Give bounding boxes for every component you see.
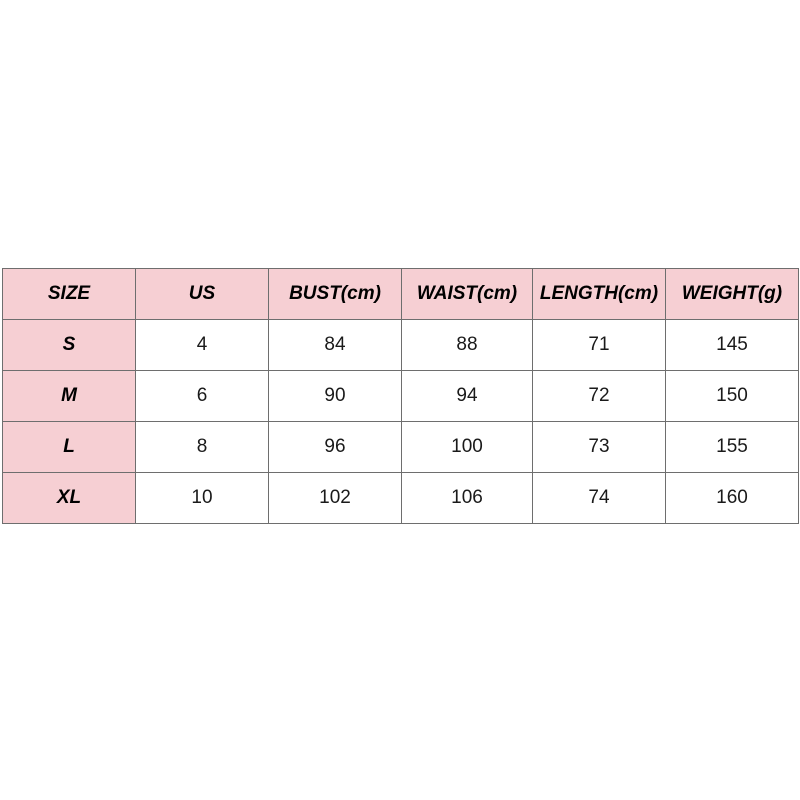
weight-value: 160: [666, 473, 799, 524]
length-value: 71: [533, 320, 666, 371]
us-size-value: 6: [136, 371, 269, 422]
weight-value: 150: [666, 371, 799, 422]
bust-value: 84: [269, 320, 402, 371]
header-length: LENGTH(cm): [533, 269, 666, 320]
length-value: 74: [533, 473, 666, 524]
us-size-value: 10: [136, 473, 269, 524]
header-waist: WAIST(cm): [402, 269, 533, 320]
bust-value: 96: [269, 422, 402, 473]
table-header-row: [3, 269, 799, 320]
waist-value: 88: [402, 320, 533, 371]
waist-value: 106: [402, 473, 533, 524]
size-label: S: [3, 320, 136, 371]
header-bust: BUST(cm): [269, 269, 402, 320]
size-label: M: [3, 371, 136, 422]
length-value: 72: [533, 371, 666, 422]
bust-value: 102: [269, 473, 402, 524]
header-weight: WEIGHT(g): [666, 269, 799, 320]
weight-value: 155: [666, 422, 799, 473]
waist-value: 100: [402, 422, 533, 473]
weight-value: 145: [666, 320, 799, 371]
length-value: 73: [533, 422, 666, 473]
table-row: [3, 371, 799, 422]
us-size-value: 4: [136, 320, 269, 371]
header-size: SIZE: [3, 269, 136, 320]
size-chart-table: [2, 268, 799, 524]
header-us: US: [136, 269, 269, 320]
size-label: XL: [3, 473, 136, 524]
table-row: [3, 422, 799, 473]
waist-value: 94: [402, 371, 533, 422]
size-label: L: [3, 422, 136, 473]
table-row: [3, 320, 799, 371]
table-row: [3, 473, 799, 524]
bust-value: 90: [269, 371, 402, 422]
us-size-value: 8: [136, 422, 269, 473]
